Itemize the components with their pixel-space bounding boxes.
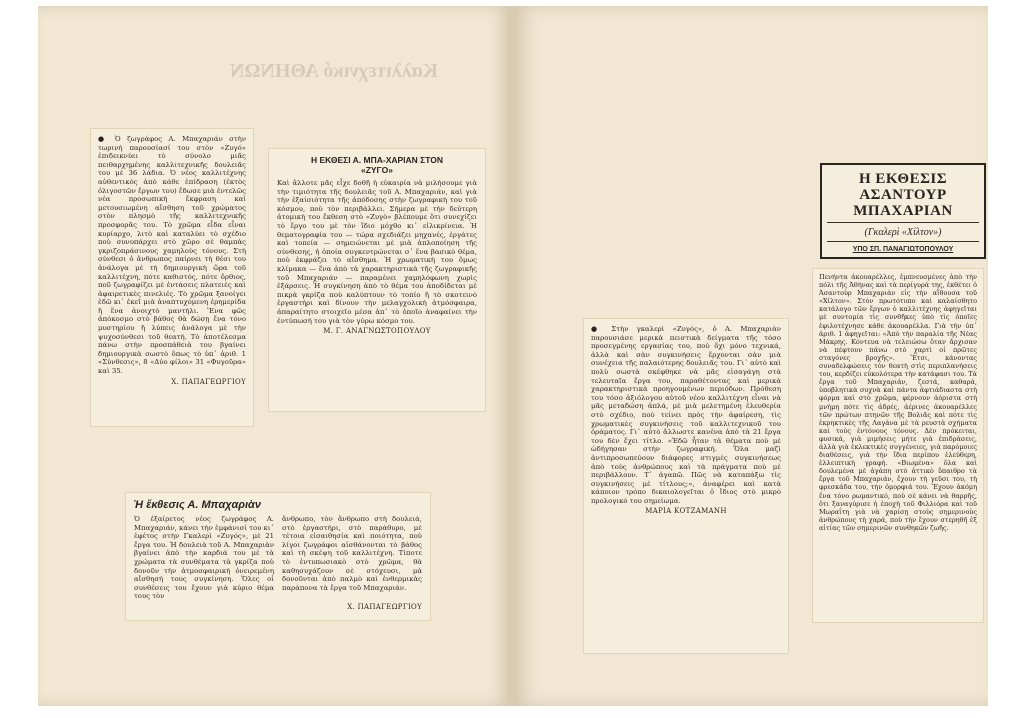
clipping-headline: Η ΕΚΘΕΣΙ Α. ΜΠΑ-ΧΑΡΙΑΝ ΣΤΟΝ «ΖΥΓΟ» <box>310 155 444 175</box>
bullet-icon: ● <box>98 135 109 143</box>
clipping-panagiotopoulou-title-box <box>820 163 986 259</box>
clipping-text-col1: Ὁ ἐξαίρετος νέος ζωγράφος Α. Μπαχαριάν, κάνει τὴν ἐμφάνισί του κι᾽ ἐφέτος στὴν Γκαλερὶ «Ζυγός», μὲ 21 ἔργα του. Ἡ δουλειὰ τοῦ Α. Μπαχαριὰν βγαίνει ἀπὸ τὴν καρδιά του μὲ τὰ χρώματα τὰ συνθέματα τὰ γκρίζα ποὺ δονοῦν τὴν ἀτμοσφαιρικὴ ὀνειρεμένη αἴσθησή τους συγκίνηση. Ὅλες οἱ συνθέσεις του ἔχουν γιὰ κύριο θέμα τους τὸν <box>134 515 274 601</box>
bullet-icon: ● <box>591 325 604 333</box>
article-byline: ΥΠΟ ΣΠ. ΠΑΝΑΓΙΩΤΟΠΟΥΛΟΥ <box>852 246 954 253</box>
clipping-anagnostopoulou <box>268 148 486 412</box>
clipping-text: Καὶ ἄλλοτε μᾶς εἶχε δοθῆ ἡ εὐκαιρία νὰ μιλήσουμε γιὰ τὴν τιμιότητα τῆς δουλειᾶς τοῦ Α. Μπαχαριάν, καὶ γιὰ τὴν ἐξαίσιότητα τῆς ἀπόδοσης στὴν ζωγραφικὴ του τοῦ κόσμου, ποὺ τὸν περιβάλλει. Σήμερα μὲ τὴν δεύτερη ἀτομικὴ του ἔκθεση στὸ «Ζυγὸ» βλέπουμε ὅτι συνεχίζει τὸ ἔργο του μὲ τὸν ἴδιο μόχθο κι᾽ εἰλικρίνεια. Ἡ θεματογραφία του — τώρα σχεδιάζει μηχανές, ἐργάτες καὶ τοπεία — σημειώνεται μὲ μιὰ ἀπλοποίηση τῆς σύνθεσης, ἡ ὁποία συγκεντρώνεται σ᾽ ἕνα βασικὸ θέμα, ποὺ ἐκφράζει τὸ αἴσθημα. Ἡ χρωματικὴ του ὅμως κλίμακα — ἕνα ἀπὸ τὰ χαρακτηριστικὰ τῆς ζωγραφικῆς τοῦ Μπαχαριάν — παραμένει χαμηλόφωνη χωρὶς ἐξάρσεις. Ἡ συγκίνηση ἀπὸ τὸ θέμα του ἀποδίδεται μὲ πικρὰ γκρίζα ποὺ καλύπτουν τὸ τοπίο ἢ τὸ σκοτεινὸ ἐργαστήρι καὶ δίνουν τὴν μελαγχολικὴ ἀτμόσφαιρα, ἀπαραίτητο στοιχεῖο μέσα ἀπ᾽ τὸ ὁποῖο ἀναφαίνει τὴν ἐντύπωσή του γιὰ τὸν γύρω κόσμο του. <box>277 179 477 325</box>
signature: Χ. ΠΑΠΑΓΕΩΡΓΙΟΥ <box>347 602 422 611</box>
clipping-text: Πενήντα ἀκουαρέλλες, ἐμπνευσμένες ἀπὸ τὴν πόλι τῆς Ἀθήνας καὶ τὰ περίγυρά της, ἐκθέτει ὁ Ἀσαντοὺρ Μπαχαριὰν εἰς τὴν αἴθουσα τοῦ «Χίλτον». Στὸν πρωτότυπο καὶ καλαίσθητο κατάλογο τῶν ἔργων ὁ καλλιτέχνης ἀφηγεῖται μὲ συντομία τὶς συνθῆκες ὑπὸ τὶς ὁποῖες ἐφιλοτέχνησε κάθε ἀκουαρέλλα. Γιὰ τὴν ὑπ᾽ ἀριθ. 1 ἀφηγεῖται: «Ἀπὸ τὴν παραλία τῆς Νέας Μάκρης. Κόντευα νὰ τελειώσω ὅταν ἄρχισαν νὰ πέφτουν πάνω στὸ χαρτὶ οἱ πρῶτες σταγόνες βροχῆς». Ἔτσι, κάνοντας συναδελφώσεις τὸν θεατὴ στὶς περιπλανήσεις του, κερδίζει εὐκολότερα τὴν κατάφασι του. Τὰ ἔργα τοῦ Μπαχαριάν, ζεστά, καθαρά, ὑποβλητικὰ συχνὰ καὶ πάντα ἀφτιάδιαστα στὴ φόρμα καὶ στὸ χρῶμα, φέρνουν ἀόριστα στὴ μνήμη πότε τὶς ἀδρές, ἀέρινες ἀκουαρέλλες τῶν πρώτων πτηνῶν τῆς Βολιᾶς καὶ πότε τὶς ἐκρηκτικὲς τῆς Λαγάνα μὲ τὰ ρευστὰ σχήματα καὶ τοὺς ἐντόνους τόνους. Δὲν πρόκειται, φυσικά, γιὰ μιμήσεις μήτε γιὰ ἐπιδράσεις, ἀλλὰ γιὰ ἐκλεκτικὲς συγγένειες, γιὰ παρόμοιες διαθέσεις, γιὰ τὴν ἴδια περίπου ἐλεύθερη, ἐλλειπτικὴ γραφή. «Βιωμένα» ὅλα καὶ δουλεμένα μὲ ἀγάπη στὸ ἀττικὸ ὕπαιθρο τὰ ἔργα τοῦ Μπαχαριάν, ἔχουν τὴ γεῦσι του, τὴ φρεσκάδα του, τὴν ὀμορφιά του. Ἔχουν ἀκόμη ἕνα τόνο ρωμαντικό, ποὺ σὲ κάνει νὰ θαρρῆς, ὅτι ξαναγύρισε ἡ ἐποχὴ τοῦ Φιλλιόρα καὶ τοῦ Μωραΐτη γιὰ νὰ χαρίσῃ στοὺς σημερινοὺς ἀνθρώπους τὴ χαρά, ποὺ τὴν ἔχουν στερηθῆ ἐξ αἰτίας τῶν σημερινῶν συνθηκῶν ζωῆς. <box>819 273 977 532</box>
article-title: Η ΕΚΘΕΣΙΣ ΑΣΑΝΤΟΥΡ ΜΠΑΧΑΡΙΑΝ <box>853 171 953 219</box>
clipping-kotzamani <box>583 318 789 654</box>
signature: ΜΑΡΙΑ ΚΟΤΖΑΜΑΝΗ <box>645 507 727 516</box>
show-through-heading: Καλλιτεχνικό ΑΘΗΝΩΝ <box>230 60 439 82</box>
clipping-papageorgiou-2 <box>125 492 431 621</box>
clipping-text: ● Στὴν γκαλερὶ «Ζυγός», ὁ Α. Μπαχαριὰν παρουσιάσε μερικὰ πειστικὰ δείγματα τῆς τόσο προσεγμένης εργασίας του, ποὺ ὄχι μόνο τεχνικά, ἀλλὰ καὶ σὰν συγκινήσεις ἔρχονται σὰν μιὰ συνέχεια τῆς παλαιότερης δουλειᾶς του. Γι᾽ αὐτὸ καὶ πολὺ σωστὰ σκέφθηκε νὰ μᾶς εἰσαγάγη στὰ τελευταῖα ἔργα του, παραθέτοντας καὶ μερικὰ χαρακτηριστικὰ προηγουμένων περιόδων. Πρόθεση του τόσο ἀξιόλογου αὐτοῦ νέου καλλιτέχνη εἶναι νὰ μᾶς μεταδώση ἀπλά, μὲ μιὰ μελετημένη ἐλευθερία στὸ σχέδιο, ποὺ τείνει πρὸς τὴν ἀφαίρεση, τὶς χρωματικὲς συγκινήσεις τοῦ καλλιτεχνικοῦ του ὁράματος. Γι᾽ αὐτὸ ἄλλωστε κανένα ἀπὸ τὰ 21 ἔργα του δὲν ἔχει τίτλο. «Ἐδῶ ἦταν τὰ θέματα ποὺ μὲ ὡδήγησαν στὴν ζωγραφική. Ὅλα μαζὶ ἀντιπροσωπεύουν διάφορες στιγμὲς συγκινήσεως ἀπὸ τοὺς ἀνθρώπους καὶ τὰ πράγματα ποὺ μὲ περιβάλλουν. Τ᾽ ἀγαπῶ. Πῶς νὰ καταπάξω τὶς συγκινήσεις μὲ τίτλους;», ἀναφέρει καὶ κατὰ κάποιον τρόπο δικαιολογεῖται ὁ ἴδιος στὸ μικρὸ προλογικό του σημείωμα. <box>591 325 782 505</box>
article-subtitle: (Γκαλερὶ «Χίλτον») <box>864 227 942 238</box>
clipping-text-col2: ἄνθρωπο, τὸν ἄνθρωπο στὴ δουλειά, στὸ ἐργαστήρι, στὸ παράθυρο, μὲ τέτοια εἰσαιθησία καὶ ποιότητα, ποὺ λίγοι ζωγράφοι αἰσθάνονται τὸ βάθος καὶ τὴ σκέψη τοῦ καλλιτέχνη. Τίποτε τὸ ἐντυπωσιακὸ στὸ χρῶμα, θὰ καθησυχάζουν σὲ στόχευσι, μὰ δονοῦνται ἀπὸ παλμὸ καὶ ἐνθερμικὰς παράπονα τὰ ἔργα τοῦ Μπαχαριάν. <box>282 515 422 592</box>
clipping-text: ● Ὁ ζωγράφος Α. Μπαχαριάν στὴν τωρινή παρουσίασί του στὸν «Ζυγό» ἐπιδεικνύει τὸ σύνολο μιᾶς πειθαρχημένης καλλιτεχνικῆς δουλειᾶς του μὲ 36 λάδια. Ὁ νέος καλλιτέχνης αὐθεντικὸς ἀπὸ κάθε ἐπίδραση (ἐκτὸς ὀλιγοστῶν ἔργων του) ἔδωσε μιὰ ἐντελῶς νέα προσωπικὴ ἔκφραση καὶ μετουσιωμένη αἴσθηση τοῦ χρώματος στὸν πλησμὸ τῆς καλλιτεχνικῆς προσφορᾶς του. Τὸ χρῶμα εἶδα εἶναι κυρίαρχο, λιτὸ καὶ καταλύει τὸ σχέδιο ποὺ συνυπάρχει στὸ χῶρο σὲ θαμπὰς γκριζοπράσινους χαμηλοὺς τόνους. Στὴ σύνθεσι ὁ ἄνθρωπος παίρνει τὴ θέσι του ἀνάλογα μὲ τὴ δημιουργικὴ ὥρα τοῦ καλλιτέχνη, πότε καθιστός, πότε ὄρθιος, ποῦ ζωγραφίζει μὲ ἐντάσεις πλατειὲς καὶ ἀφαιρετικὲς πινελιές. Τὸ χρῶμα ξανοίγει ἐδῶ κι᾽ ἐκεῖ μιὰ ἀναπτυχόμενη ἐρημερίδα ἢ ἕνα ἀνοιχτὸ μαντήλι. Ἕνα φῶς ἀπόκοσμο στὸ βάθος θὰ δώσῃ ἕνα τόνο μυστηρίου ἢ λύπεις ἀνάλογα μὲ τὴν ψυχοσύνθεσι τοῦ θεατή. Τὸ ἀποτέλεσμα πάνω στὴν προσπάθειὰ του βγαίνει δημιουργικὰ σωστὸ ὅπως τὸ ὑπ᾽ ἀριθ. 1 «Σύνθεσις», 8 «Δύο φίλοι» 31 «Φυγοῦρα» καὶ 35. <box>98 135 247 376</box>
clipping-headline: Ἡ ἔκθεσις Α. Μπαχαριὰν <box>134 499 261 511</box>
book-gutter <box>508 6 516 706</box>
signature: Μ. Γ. ΑΝΑΓΝΩΣΤΟΠΟΥΛΟΥ <box>323 327 431 336</box>
clipping-panagiotopoulou-body <box>812 268 984 623</box>
signature: Χ. ΠΑΠΑΓΕΩΡΓΙΟΥ <box>171 377 246 386</box>
clipping-papageorgiou-1 <box>90 128 254 427</box>
